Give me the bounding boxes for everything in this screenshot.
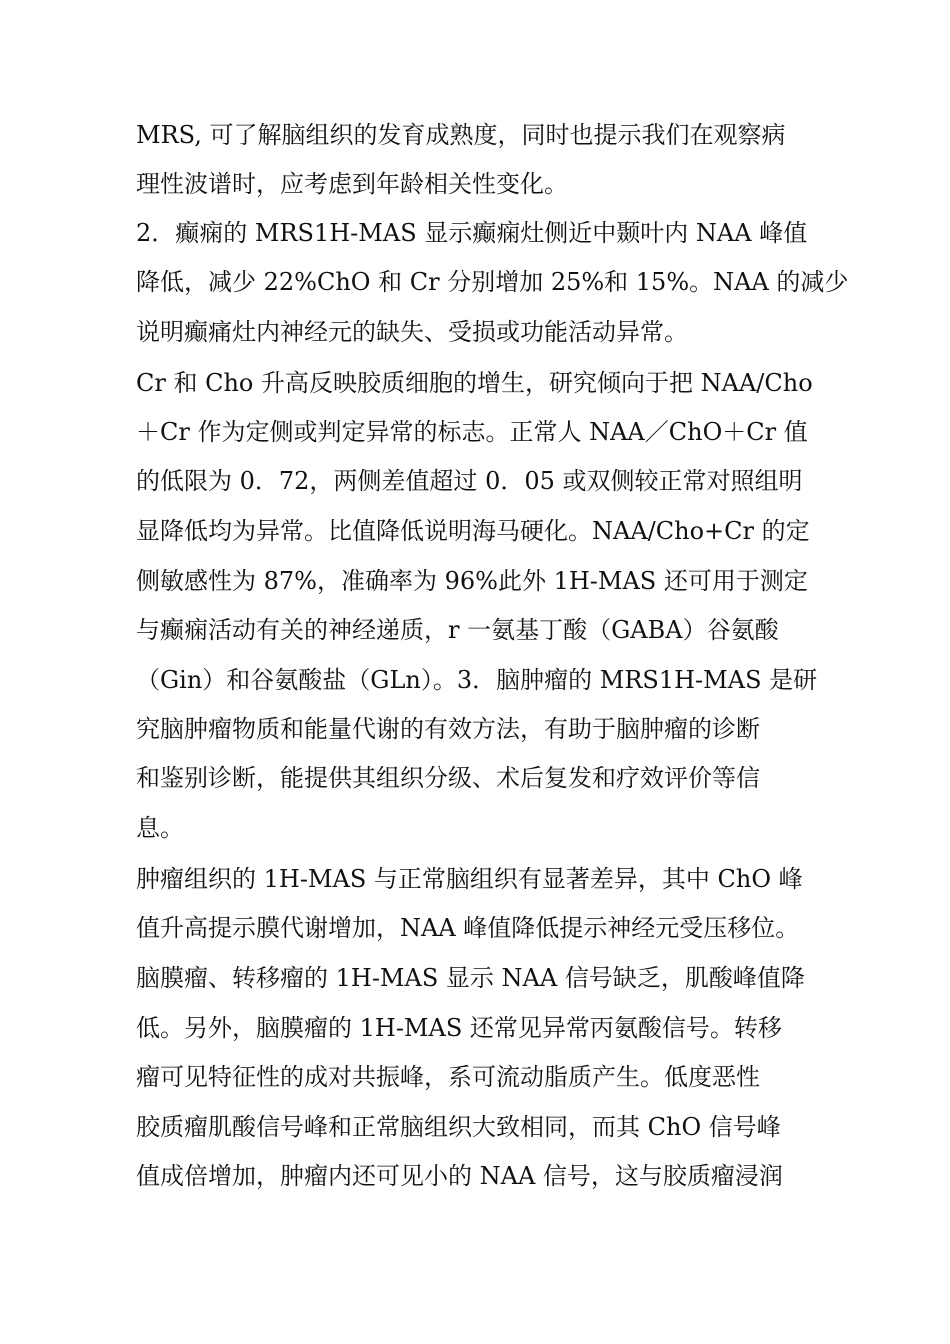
text-line: 究脑肿瘤物质和能量代谢的有效方法，有助于脑肿瘤的诊断 xyxy=(136,715,760,743)
text-line: 瘤可见特征性的成对共振峰，系可流动脂质产生。低度恶性 xyxy=(136,1063,760,1091)
text-line: 的低限为 0．72，两侧差值超过 0．05 或双侧较正常对照组明 xyxy=(136,467,803,495)
text-line: ＋Cr 作为定侧或判定异常的标志。正常人 NAA／ChO＋Cr 值 xyxy=(136,418,808,446)
text-line: Cr 和 Cho 升高反映胶质细胞的增生，研究倾向于把 NAA/Cho xyxy=(136,369,813,397)
text-line: MRS, 可了解脑组织的发育成熟度，同时也提示我们在观察病 xyxy=(136,121,786,149)
text-line: 理性波谱时，应考虑到年龄相关性变化。 xyxy=(136,170,568,198)
text-line: 2．癫痫的 MRS1H-MAS 显示癫痫灶侧近中颞叶内 NAA 峰值 xyxy=(136,219,808,247)
text-line: 值成倍增加，肿瘤内还可见小的 NAA 信号，这与胶质瘤浸润 xyxy=(136,1162,783,1190)
text-line: 低。另外，脑膜瘤的 1H-MAS 还常见异常丙氨酸信号。转移 xyxy=(136,1014,782,1042)
text-line: 胶质瘤肌酸信号峰和正常脑组织大致相同，而其 ChO 信号峰 xyxy=(136,1113,781,1141)
text-line: 脑膜瘤、转移瘤的 1H-MAS 显示 NAA 信号缺乏，肌酸峰值降 xyxy=(136,964,805,992)
text-line: 肿瘤组织的 1H-MAS 与正常脑组织有显著差异，其中 ChO 峰 xyxy=(136,865,803,893)
text-line: 说明癫痛灶内神经元的缺失、受损或功能活动异常。 xyxy=(136,318,688,346)
text-line: 与癫痫活动有关的神经递质，r 一氨基丁酸（GABA）谷氨酸 xyxy=(136,616,779,644)
text-line: 息。 xyxy=(136,814,184,842)
text-line: 降低，减少 22%ChO 和 Cr 分别增加 25%和 15%。NAA 的减少 xyxy=(136,268,849,296)
text-line: （Gin）和谷氨酸盐（GLn）。3．脑肿瘤的 MRS1H-MAS 是研 xyxy=(136,666,818,694)
text-line: 和鉴别诊断，能提供其组织分级、术后复发和疗效评价等信 xyxy=(136,764,760,792)
text-line: 侧敏感性为 87%，准确率为 96%此外 1H-MAS 还可用于测定 xyxy=(136,567,808,595)
text-line: 值升高提示膜代谢增加，NAA 峰值降低提示神经元受压移位。 xyxy=(136,914,800,942)
text-line: 显降低均为异常。比值降低说明海马硬化。NAA/Cho+Cr 的定 xyxy=(136,517,810,545)
